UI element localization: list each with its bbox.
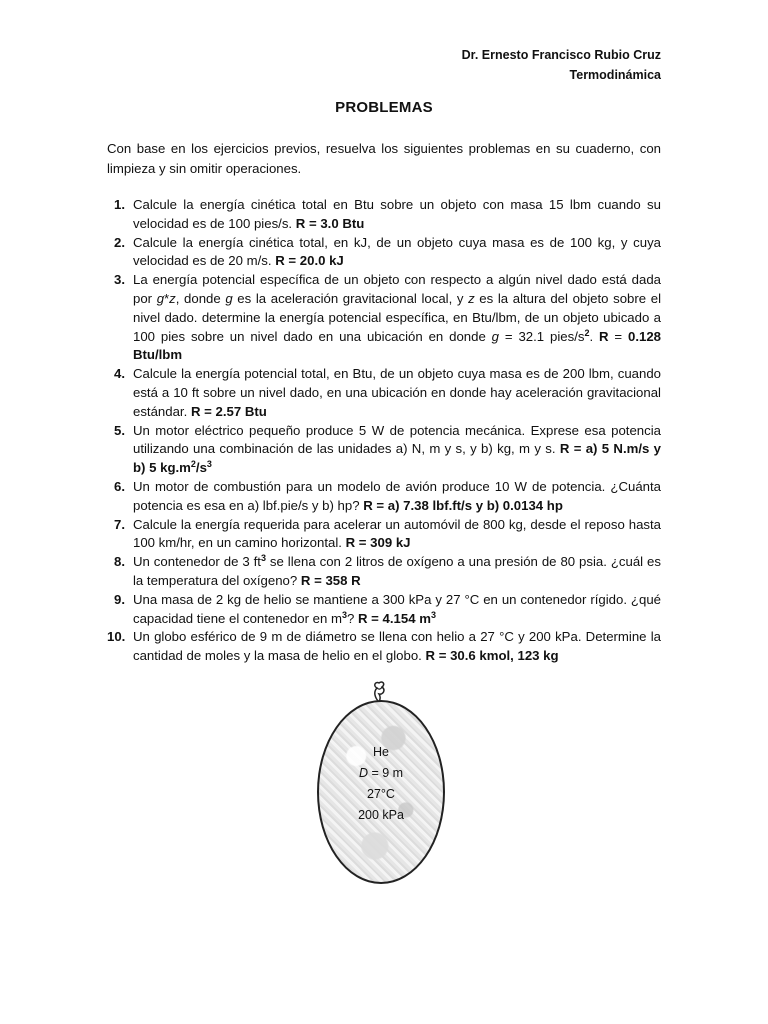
var-g: g: [225, 290, 233, 306]
problem-item: [107, 591, 661, 629]
problem-item: [107, 365, 661, 421]
problem-item: [107, 478, 661, 516]
diameter-value: = 9 m: [367, 766, 404, 780]
intro-paragraph: Con base en los ejercicios previos, resuelva los siguientes problemas en su cuaderno, con limpieza y sin omitir operaciones.: [107, 141, 661, 176]
diameter-label: [319, 763, 443, 784]
problem-text: Calcule la energía cinética total, en kJ, de un objeto cuya masa es de 100 kg, y cuya velocidad es de 20 m/s.: [133, 234, 661, 269]
problem-list: [107, 196, 661, 666]
problem-answer: R = 3.0 Btu: [295, 215, 365, 231]
superscript: 3: [341, 609, 347, 620]
problem-item: [107, 196, 661, 234]
problem-item: [107, 234, 661, 272]
answer-part: R = 4.154 m: [357, 610, 431, 626]
problem-answer: R = 30.6 kmol, 123 kg: [425, 648, 559, 664]
superscript: 2: [190, 459, 196, 470]
problem-text: Un globo esférico de 9 m de diámetro se llena con helio a 27 °C y 200 kPa. Determine la cantidad de moles y la masa de helio en el globo.: [133, 629, 661, 664]
document-header: [462, 45, 661, 85]
superscript: 3: [206, 459, 212, 470]
problem-answer: R = 358 R: [300, 572, 361, 588]
superscript: 2: [584, 327, 590, 338]
var-z: z: [468, 290, 475, 306]
problem-text: = 32.1 pies/s: [499, 328, 585, 344]
balloon-figure: [313, 680, 453, 892]
pressure-label: 200 kPa: [358, 808, 404, 822]
problem-text: ?: [346, 610, 355, 626]
problem-answer: 0.128 Btu/lbm: [133, 328, 662, 363]
var-z: z: [169, 290, 176, 306]
problem-number: 4.: [114, 366, 125, 382]
problem-item: [107, 422, 661, 478]
problem-text: Calcule la energía requerida para acelerar un automóvil de 800 kg, desde el reposo hasta 100 km/hr, en un camino horizontal.: [133, 516, 661, 551]
problem-number: 5.: [114, 422, 125, 438]
problem-item: [107, 271, 661, 365]
problem-text: =: [608, 328, 629, 344]
problem-number: 2.: [114, 234, 125, 250]
problem-answer: R = 20.0 kJ: [275, 253, 344, 269]
problem-number: 3.: [114, 272, 125, 288]
problem-number: 9.: [114, 591, 125, 607]
problem-text: , donde: [175, 290, 226, 306]
problem-text: *: [164, 290, 170, 306]
problem-answer: R: [599, 328, 609, 344]
problem-text: es la aceleración gravitacional local, y: [232, 290, 469, 306]
course-name: Termodinámica: [569, 68, 661, 82]
var-g: g: [491, 328, 500, 344]
superscript: 3: [430, 609, 436, 620]
problem-text: se llena con 2 litros de oxígeno a una presión de 80 psia. ¿cuál es la temperatura del oxígeno?: [133, 554, 661, 588]
problem-number: 10.: [107, 629, 126, 645]
problem-item: [107, 516, 661, 554]
gas-label: He: [373, 745, 389, 759]
balloon-sphere: [317, 700, 445, 884]
problem-text: .: [589, 328, 600, 344]
problem-number: 7.: [114, 516, 125, 532]
diameter-symbol: D: [358, 766, 368, 780]
problem-item: [107, 553, 661, 591]
author-name: Dr. Ernesto Francisco Rubio Cruz: [461, 48, 661, 62]
answer-part: R = a) 5 N.m/s y b) 5 kg.m: [133, 441, 661, 476]
problem-text: Una masa de 2 kg de helio se mantiene a 300 kPa y 27 °C en un contenedor rígido. ¿qué capacidad tiene el contenedor en m: [133, 591, 661, 626]
answer-part: /s: [195, 460, 207, 476]
var-g: g: [156, 290, 165, 306]
problem-number: 6.: [114, 478, 125, 494]
problem-text: Calcule la energía potencial total, en Btu, de un objeto cuya masa es de 200 lbm, cuando está a 10 ft sobre un nivel dado, en una ubicación en donde hay aceleración gravitacional estándar.: [133, 366, 661, 419]
problem-text: Un motor eléctrico pequeño produce 5 W de potencia mecánica. Exprese esa potencia utilizando una combinación de las unidades a) N, m y s, y b) kg, m y s.: [133, 422, 661, 457]
problem-text: La energía potencial específica de un objeto con respecto a algún nivel dado está dada por: [133, 272, 661, 306]
problem-answer: R = a) 7.38 lbf.ft/s y b) 0.0134 hp: [363, 497, 563, 513]
problem-answer: R = 309 kJ: [345, 535, 411, 551]
problem-text: es la altura del objeto sobre el nivel dado. determine la energía potencial específica, en Btu/lbm, de un objeto ubicado a 100 pies sobre un nivel dado en una ubicación en donde: [133, 290, 661, 344]
superscript: 3: [260, 553, 266, 564]
problem-text: Calcule la energía cinética total en Btu sobre un objeto con masa 15 lbm cuando su velocidad es de 100 pies/s.: [133, 197, 661, 231]
problem-answer: [358, 611, 436, 626]
problem-text: Un contenedor de 3 ft: [133, 554, 261, 570]
temperature-label: 27°C: [367, 787, 395, 801]
problem-text: Un motor de combustión para un modelo de avión produce 10 W de potencia. ¿Cuánta potencia es esa en a) lbf.pie/s y b) hp?: [133, 478, 661, 513]
problem-number: 1.: [114, 197, 125, 212]
balloon-labels: [319, 742, 443, 826]
page-title: PROBLEMAS: [335, 99, 433, 116]
problem-number: 8.: [114, 554, 125, 570]
problem-answer: R = 2.57 Btu: [190, 403, 267, 419]
problem-item: [107, 628, 661, 666]
